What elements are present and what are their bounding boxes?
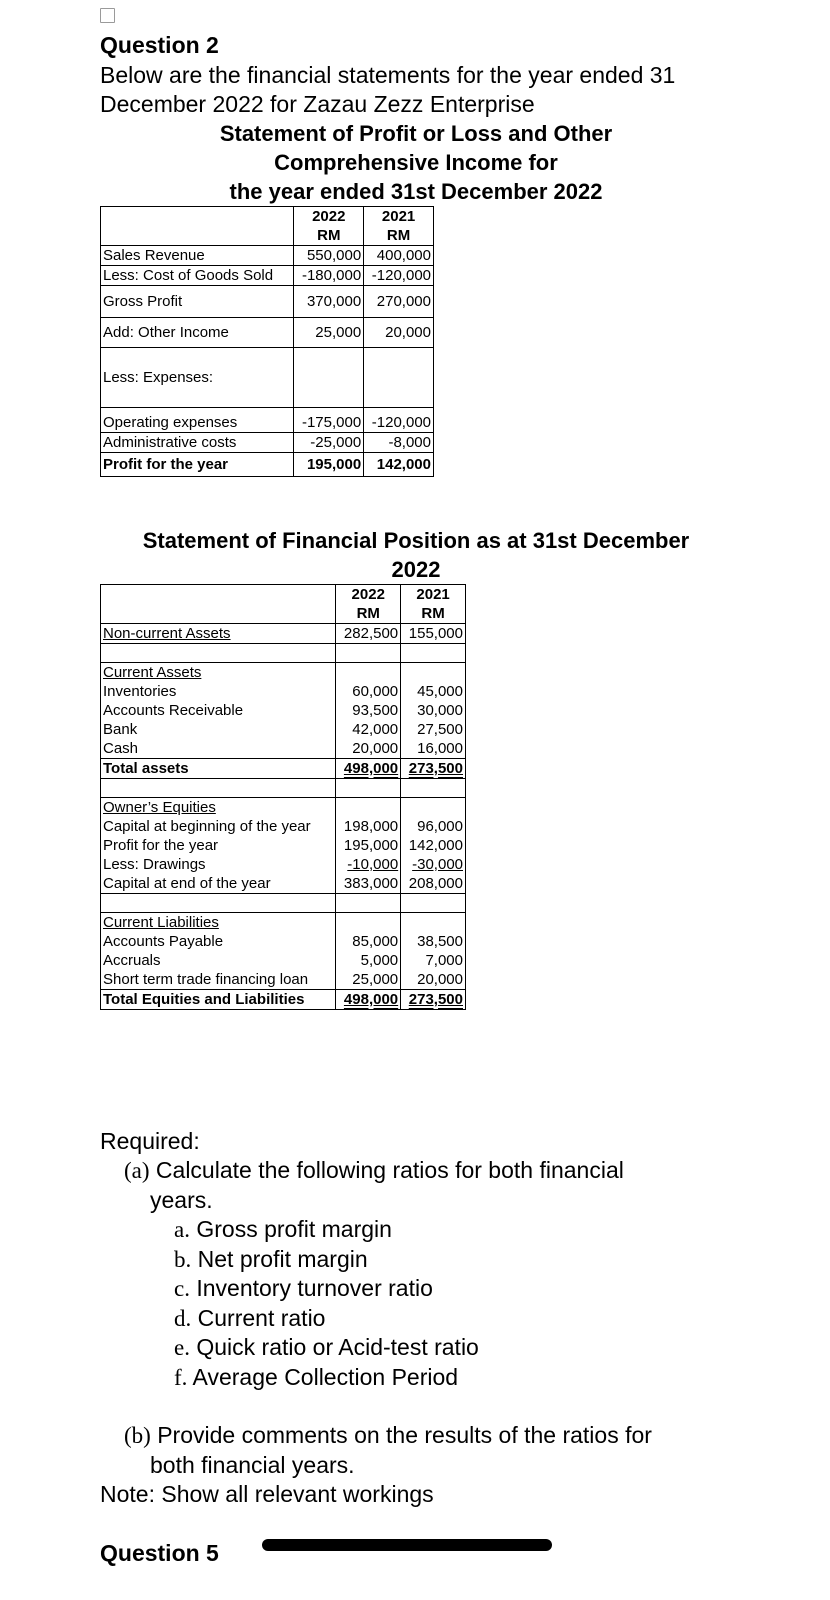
question-title: Question 2: [100, 32, 219, 58]
table-unit-row: [101, 226, 434, 246]
part-b-text-2: both financial years.: [150, 1452, 355, 1478]
table-row: Accruals 5,000 7,000: [101, 951, 466, 970]
financial-position-table: [100, 584, 466, 1010]
list-item: d. Current ratio: [174, 1305, 326, 1331]
note: Note: Show all relevant workings: [100, 1481, 434, 1507]
part-b-text: Provide comments on the results of the ratios for: [157, 1422, 652, 1448]
col-year-2022: 2022: [336, 585, 401, 605]
col-year-2021: 2021: [401, 585, 466, 605]
list-item: c. Inventory turnover ratio: [174, 1275, 433, 1301]
table-row: Less: Drawings -10,000 -30,000: [101, 855, 466, 874]
total-row: Total Equities and Liabilities 498,000 273,500: [101, 990, 466, 1010]
table-header-row: [101, 207, 434, 227]
table-row: Accounts Receivable 93,500 30,000: [101, 701, 466, 720]
next-question-title: Question 5: [100, 1540, 219, 1566]
col-year-2021: 2021: [364, 207, 434, 227]
list-item: a. Gross profit margin: [174, 1216, 392, 1242]
total-row: Total assets 498,000 273,500: [101, 759, 466, 779]
income-statement-title-1: Statement of Profit or Loss and Other: [219, 121, 613, 146]
intro-line-2: December 2022 for Zazau Zezz Enterprise: [100, 91, 535, 117]
table-row: Less: Expenses:: [101, 348, 434, 408]
financial-position-title-1: Statement of Financial Position as at 31st December: [142, 528, 690, 553]
section-heading-row: Owner’s Equities: [101, 798, 466, 818]
table-header-row: [101, 585, 466, 605]
list-item: f. Average Collection Period: [174, 1364, 459, 1390]
section-heading-row: Current Liabilities: [101, 913, 466, 933]
table-row: Inventories 60,000 45,000: [101, 682, 466, 701]
table-row: Less: Cost of Goods Sold -180,000 -120,000: [101, 266, 434, 286]
part-b-marker: (b): [124, 1423, 151, 1448]
table-row: Gross Profit 370,000 270,000: [101, 286, 434, 318]
intro-line-1: Below are the financial statements for the year ended 31: [100, 62, 676, 88]
income-statement-title-2: Comprehensive Income for: [274, 150, 558, 175]
part-a-text-2: years.: [150, 1187, 213, 1213]
list-item: e. Quick ratio or Acid-test ratio: [174, 1334, 479, 1360]
required-heading: Required:: [100, 1128, 200, 1154]
col-year-2022: 2022: [294, 207, 364, 227]
part-a-text: Calculate the following ratios for both financial: [155, 1157, 624, 1183]
question-checkbox[interactable]: [100, 8, 115, 23]
table-row: Capital at beginning of the year 198,000 96,000: [101, 817, 466, 836]
part-b: [124, 1421, 652, 1451]
financial-position-title-2: 2022: [391, 557, 441, 582]
table-row: Accounts Payable 85,000 38,500: [101, 932, 466, 951]
table-row: Bank 42,000 27,500: [101, 720, 466, 739]
part-a-marker: (a): [124, 1158, 150, 1183]
list-item: b. Net profit margin: [174, 1246, 368, 1272]
table-row: Sales Revenue 550,000 400,000: [101, 246, 434, 266]
table-row: Non-current Assets 282,500 155,000: [101, 624, 466, 644]
income-statement-title-3: the year ended 31st December 2022: [229, 179, 603, 204]
table-row: Profit for the year 195,000 142,000: [101, 453, 434, 477]
table-row: Cash 20,000 16,000: [101, 739, 466, 759]
table-row: Capital at end of the year 383,000 208,000: [101, 874, 466, 894]
col-unit: RM: [294, 226, 364, 246]
table-row: Add: Other Income 25,000 20,000: [101, 318, 434, 348]
table-row: Operating expenses -175,000 -120,000: [101, 408, 434, 433]
col-unit: RM: [336, 604, 401, 624]
table-row: Profit for the year 195,000 142,000: [101, 836, 466, 855]
scrollbar[interactable]: [262, 1539, 552, 1551]
table-row: Short term trade financing loan 25,000 20,000: [101, 970, 466, 990]
income-statement-table: [100, 206, 434, 477]
table-unit-row: [101, 604, 466, 624]
table-row: Administrative costs -25,000 -8,000: [101, 433, 434, 453]
col-unit: RM: [364, 226, 434, 246]
col-unit: RM: [401, 604, 466, 624]
section-heading-row: Current Assets: [101, 663, 466, 683]
part-a: [124, 1156, 624, 1186]
